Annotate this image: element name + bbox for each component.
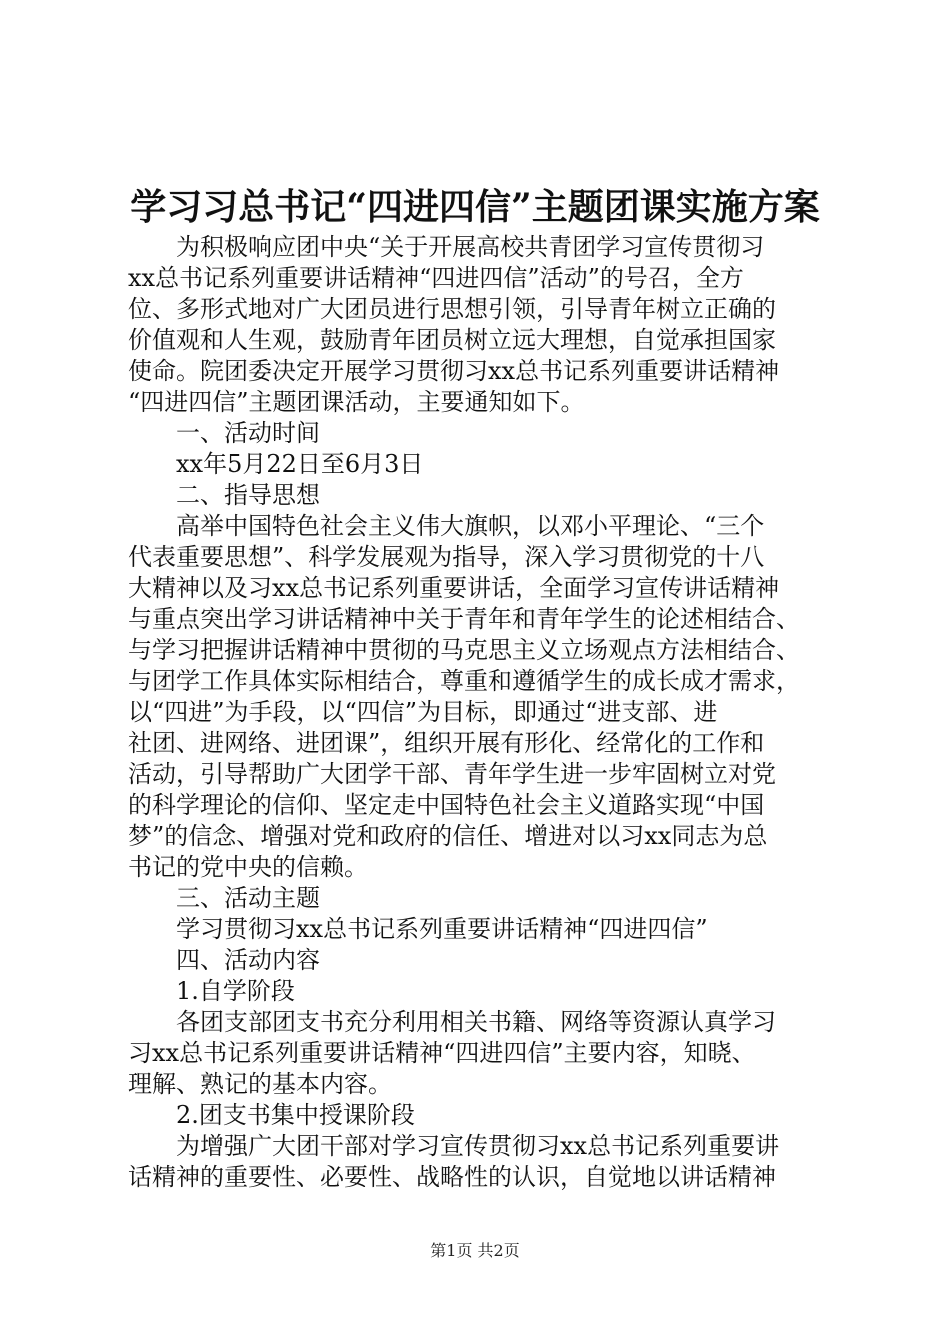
subsection-heading: 2.团支书集中授课阶段: [176, 1101, 415, 1129]
section-heading: 二、指导思想: [176, 481, 320, 509]
section-heading: 四、活动内容: [176, 946, 320, 974]
body-line: 与团学工作具体实际相结合，尊重和遵循学生的成长成才需求，: [128, 667, 800, 695]
body-line: 的科学理论的信仰、坚定走中国特色社会主义道路实现“中国: [128, 791, 765, 819]
body-line: 以“四进”为手段，以“四信”为目标，即通过“进支部、进: [128, 698, 718, 726]
body-line: 代表重要思想”、科学发展观为指导，深入学习贯彻党的十八: [128, 543, 765, 571]
section-heading: 三、活动主题: [176, 884, 320, 912]
document-body: [128, 232, 833, 1193]
body-line: 各团支部团支书充分利用相关书籍、网络等资源认真学习: [176, 1008, 776, 1036]
body-line: “四进四信”主题团课活动，主要通知如下。: [128, 388, 585, 416]
body-line: 活动，引导帮助广大团学干部、青年学生进一步牢固树立对党: [128, 760, 776, 788]
body-line: xx年5月22日至6月3日: [176, 450, 424, 478]
body-line: 价值观和人生观，鼓励青年团员树立远大理想，自觉承担国家: [128, 326, 776, 354]
body-line: 与重点突出学习讲话精神中关于青年和青年学生的论述相结合、: [128, 605, 800, 633]
body-line: 为积极响应团中央“关于开展高校共青团学习宣传贯彻习: [176, 233, 765, 261]
body-line: xx总书记系列重要讲话精神“四进四信”活动”的号召，全方: [128, 264, 744, 292]
body-line: 使命。院团委决定开展学习贯彻习xx总书记系列重要讲话精神: [128, 357, 780, 385]
body-line: 话精神的重要性、必要性、战略性的认识，自觉地以讲话精神: [128, 1163, 776, 1191]
body-line: 为增强广大团干部对学习宣传贯彻习xx总书记系列重要讲: [176, 1132, 780, 1160]
body-line: 书记的党中央的信赖。: [128, 853, 368, 881]
section-heading: 一、活动时间: [176, 419, 320, 447]
body-line: 大精神以及习xx总书记系列重要讲话，全面学习宣传讲话精神: [128, 574, 780, 602]
page-number-footer: 第1页 共2页: [430, 1241, 520, 1260]
body-line: 与学习把握讲话精神中贯彻的马克思主义立场观点方法相结合、: [128, 636, 800, 664]
subsection-heading: 1.自学阶段: [176, 977, 295, 1005]
body-line: 学习贯彻习xx总书记系列重要讲话精神“四进四信”: [176, 915, 708, 943]
body-line: 习xx总书记系列重要讲话精神“四进四信”主要内容，知晓、: [128, 1039, 756, 1067]
body-line: 位、多形式地对广大团员进行思想引领，引导青年树立正确的: [128, 295, 776, 323]
body-line: 理解、熟记的基本内容。: [128, 1070, 392, 1098]
document-title: 学习习总书记“四进四信”主题团课实施方案: [130, 186, 820, 228]
body-line: 社团、进网络、进团课”，组织开展有形化、经常化的工作和: [128, 729, 765, 757]
body-line: 高举中国特色社会主义伟大旗帜，以邓小平理论、“三个: [176, 512, 765, 540]
body-line: 梦”的信念、增强对党和政府的信任、增进对以习xx同志为总: [128, 822, 768, 850]
